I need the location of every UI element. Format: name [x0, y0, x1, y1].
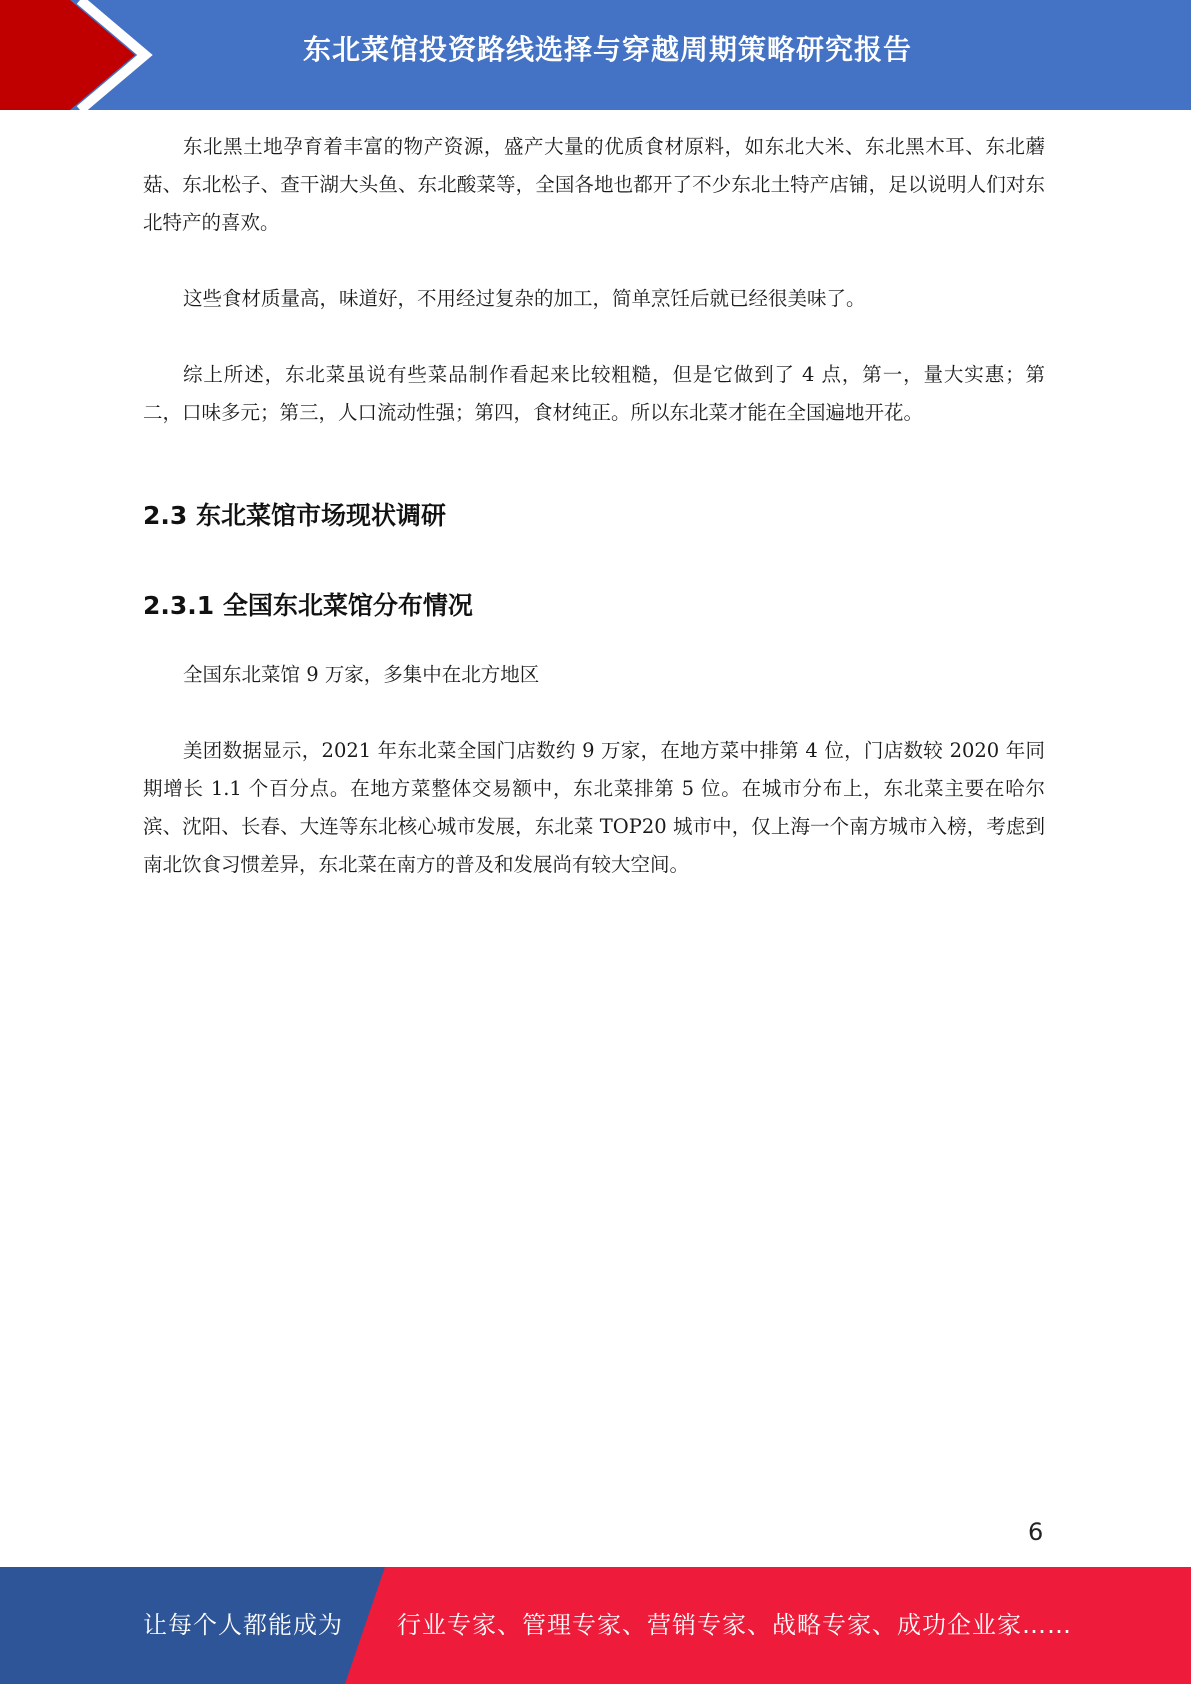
footer-bar — [0, 1567, 1191, 1684]
footer-slogan-left: 让每个人都能成为 — [143, 1611, 343, 1639]
main-content — [143, 128, 1045, 884]
report-title: 东北菜馆投资路线选择与穿越周期策略研究报告 — [302, 33, 912, 66]
header-bar — [0, 0, 1191, 110]
paragraph-store-count: 全国东北菜馆 9 万家，多集中在北方地区 — [183, 663, 540, 686]
subsection-heading: 2.3.1 全国东北菜馆分布情况 — [143, 591, 473, 620]
section-heading: 2.3 东北菜馆市场现状调研 — [143, 501, 446, 530]
paragraph-meituan-data: 美团数据显示，2021 年东北菜全国门店数约 9 万家，在地方菜中排第 4 位，门店数较 2020 年同期增长 1.1 个百分点。在地方菜整体交易额中，东北菜排第 5 位。在城市分布上，东北菜主要在哈尔滨、沈阳、长春、大连等东北核心城市发展，东北菜 TOP20 城市中，仅上海一个南方城市入榜，考虑到南北饮食习惯差异，东北菜在南方的普及和发展尚有较大空间。 — [143, 739, 1045, 876]
page-number: 6 — [1028, 1518, 1044, 1546]
paragraph-ingredients: 这些食材质量高，味道好，不用经过复杂的加工，简单烹饪后就已经很美味了。 — [183, 287, 866, 310]
paragraph-summary: 综上所述，东北菜虽说有些菜品制作看起来比较粗糙，但是它做到了 4 点，第一，量大实惠；第二，口味多元；第三，人口流动性强；第四，食材纯正。所以东北菜才能在全国遍地开花。 — [143, 363, 1045, 424]
paragraph-specialties: 东北黑土地孕育着丰富的物产资源，盛产大量的优质食材原料，如东北大米、东北黑木耳、东北蘑菇、东北松子、查干湖大头鱼、东北酸菜等，全国各地也都开了不少东北土特产店铺，足以说明人们对东北特产的喜欢。 — [143, 135, 1045, 234]
footer-slogan-right: 行业专家、管理专家、营销专家、战略专家、成功企业家…… — [397, 1611, 1072, 1639]
